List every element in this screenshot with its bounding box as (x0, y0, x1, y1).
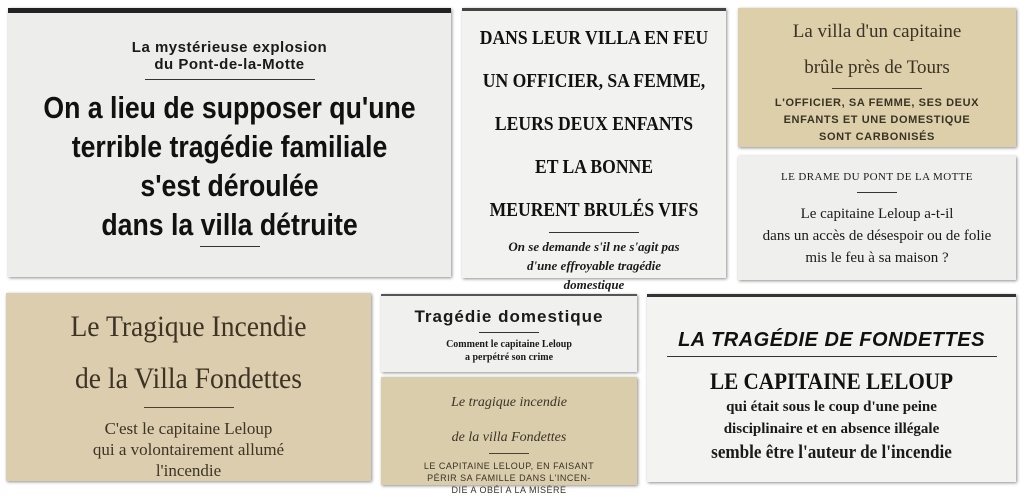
subhead-line: DIE A OBÉI A LA MISÈRE (451, 485, 567, 495)
subhead-line: C'est le capitaine Leloup (104, 419, 273, 438)
divider (145, 79, 315, 80)
subhead-line: On se demande s'il ne s'agit pas (508, 239, 680, 254)
subhead-line: domestique (563, 277, 625, 292)
divider (549, 232, 639, 233)
headline-line: Tragédie domestique (414, 307, 604, 326)
headline-line: DANS LEUR VILLA EN FEU (479, 27, 709, 49)
headline-line: Le tragique incendie (451, 395, 567, 410)
headline-line: On a lieu de supposer qu'une (43, 90, 416, 125)
clipping-fondettes-tragedy (647, 294, 1016, 482)
subhead-line: disciplinaire et en absence illégale (723, 421, 940, 437)
headline-line: Le Tragique Incendie (70, 310, 307, 343)
subhead-line: ENFANTS ET UNE DOMESTIQUE (783, 114, 971, 126)
headline-line: MEURENT BRULÉS VIFS (489, 199, 699, 221)
divider (479, 332, 539, 333)
subhead-line: l'incendie (155, 461, 222, 480)
headline-line: UN OFFICIER, SA FEMME, (482, 70, 706, 92)
subhead-line: SONT CARBONISÉS (819, 131, 935, 143)
headline-line: LEURS DEUX ENFANTS (494, 113, 694, 135)
kicker-line: LE DRAME DU PONT DE LA MOTTE (781, 171, 973, 183)
divider (857, 192, 897, 193)
clipping-captain-villa-burns (738, 8, 1016, 147)
divider (200, 246, 260, 247)
clipping-tragic-fire-villa-fondettes (6, 293, 371, 481)
headline-line: de la villa Fondettes (451, 430, 567, 445)
divider (144, 407, 234, 408)
divider (667, 356, 997, 357)
headline-line: ET LA BONNE (534, 156, 654, 178)
headline-line: dans la villa détruite (101, 207, 358, 242)
kicker-line: La mystérieuse explosion (131, 39, 328, 56)
headline-line: terrible tragédie familiale (71, 129, 388, 164)
subhead-line: qui était sous le coup d'une peine (726, 399, 937, 415)
divider (489, 453, 529, 454)
headline-line: brûle près de Tours (804, 57, 950, 78)
headline-line: mis le feu à sa maison ? (805, 250, 949, 266)
subhead-line: Comment le capitaine Leloup (446, 339, 572, 350)
headline-line: La villa d'un capitaine (792, 21, 962, 42)
subhead-line: qui a volontairement allumé (92, 440, 285, 459)
clipping-pont-de-la-motte-drama (738, 156, 1016, 280)
clipping-tragic-fire-small (381, 377, 637, 495)
clipping-villa-on-fire (462, 8, 726, 292)
clipping-domestic-tragedy (381, 294, 637, 372)
subhead-line: L'OFFICIER, SA FEMME, SES DEUX (774, 97, 980, 109)
subhead-line: a perpétré son crime (464, 352, 554, 363)
kicker-line: LA TRAGÉDIE DE FONDETTES (678, 329, 985, 351)
subhead-line: d'une effroyable tragédie (526, 258, 662, 273)
kicker-line: du Pont-de-la-Motte (154, 56, 305, 73)
headline-line: LE CAPITAINE LELOUP (710, 369, 953, 394)
subhead-line: PÉRIR SA FAMILLE DANS L'INCEN- (427, 473, 591, 483)
clipping-mysterious-explosion (8, 8, 451, 277)
headline-line: Le capitaine Leloup a-t-il (800, 206, 954, 222)
headline-line: dans un accès de désespoir ou de folie (762, 228, 992, 244)
subhead-line: LE CAPITAINE LELOUP, EN FAISANT (423, 461, 595, 471)
divider (832, 88, 922, 89)
headline-line: s'est déroulée (140, 168, 319, 203)
headline-line: de la Villa Fondettes (74, 362, 303, 395)
closing-line: semble être l'auteur de l'incendie (711, 442, 952, 463)
